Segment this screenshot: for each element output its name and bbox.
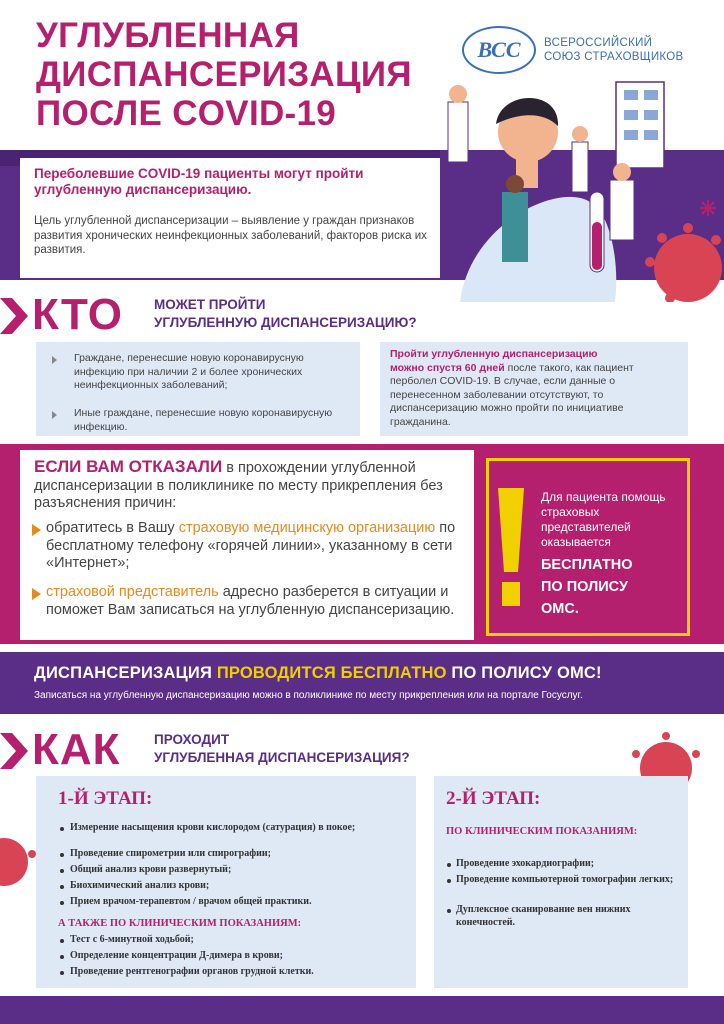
title-line-2: ДИСПАНСЕРИЗАЦИЯ (36, 55, 412, 94)
test-tube-blood (592, 222, 602, 270)
who-note-highlight-1: Пройти углубленную диспансеризацию (390, 348, 598, 360)
option-2-b: адресно разберется в ситуации и поможет Вам записаться на углубленную диспансеризацию. (46, 584, 455, 618)
who-item-2: Иные граждане, перенесшие новую коронавирусную инфекцию. (74, 407, 333, 433)
stage-1-item-3: Общий анализ крови развернутый; (70, 864, 232, 875)
small-virus-icon (700, 200, 716, 216)
doctor-far-right (610, 180, 634, 240)
who-note (390, 348, 680, 429)
bullet-dot-icon (60, 901, 64, 905)
logo-text (544, 36, 684, 64)
title-line-1: УГЛУБЛЕННАЯ (36, 16, 300, 55)
virus-icon (654, 234, 722, 302)
stage-2-item-2: Проведение компьютерной томографии легких; (456, 874, 674, 885)
warning-strong-3: ОМС. (541, 601, 579, 617)
intro-lead: Переболевшие COVID-19 пациенты могут пройти углубленную диспансеризацию. (34, 166, 364, 197)
option-arrow-icon (32, 588, 41, 600)
bullet-dot-icon (447, 863, 451, 867)
logo-line-1: ВСЕРОССИЙСКИЙ (544, 37, 653, 49)
kak-subtitle (154, 731, 534, 767)
stage-1-also: А ТАКЖЕ ПО КЛИНИЧЕСКИМ ПОКАЗАНИЯМ: (58, 918, 302, 929)
kto-heading: КТО (32, 290, 123, 339)
kak-heading: КАК (32, 725, 121, 774)
stage-2-item-3: Дуплексное сканирование вен нижних конечностей. (456, 904, 631, 928)
bullet-arrow-icon (52, 411, 57, 419)
kak-subtitle-1: ПРОХОДИТ (154, 732, 230, 747)
refusal-text: в прохождении углубленной диспансеризации в поликлинике по месту прикрепления без разъяснения причин: (34, 460, 443, 511)
doctor-left-head (449, 85, 467, 103)
bullet-dot-icon (60, 827, 64, 831)
kto-subtitle-1: МОЖЕТ ПРОЙТИ (154, 297, 266, 312)
exclamation-icon (496, 488, 526, 608)
who-item-1: Граждане, перенесшие новую коронавирусную инфекцию при наличии 2 и более хронических неинфекционных заболеваний; (74, 352, 304, 391)
bullet-dot-icon (60, 971, 64, 975)
stage-1-also-item-3: Проведение рентгенографии органов грудной клетки. (70, 966, 314, 977)
option-2-highlight: страховой представитель (46, 584, 219, 600)
who-note-highlight-2: можно спустя 60 дней (390, 361, 505, 374)
doctor-teal-head (506, 175, 524, 193)
stage-1-item-1: Измерение насыщения крови кислородом (сатурация) в покое; (70, 822, 356, 833)
logo-mark: ВСС (462, 26, 536, 74)
bullet-dot-icon (60, 885, 64, 889)
bullet-dot-icon (447, 879, 451, 883)
bullet-dot-icon (60, 869, 64, 873)
free-note: Записаться на углубленную диспансеризацию можно в поликлинике по месту прикрепления или на портале Госуслуг. (34, 690, 583, 701)
bullet-dot-icon (60, 955, 64, 959)
stage-1-item-5: Прием врачом-терапевтом / врачом общей практики. (70, 896, 312, 907)
who-note-rest: после такого, как пациент перболел COVID-19. В случае, если данные о перенесенном заболевании отсутствуют, то диспансеризацию можно пройти по инициативе гражданина. (390, 361, 634, 428)
warning-strong (541, 554, 681, 620)
kto-arrow-icon (0, 298, 28, 334)
kto-subtitle-2: УГЛУБЛЕННУЮ ДИСПАНСЕРИЗАЦИЮ? (154, 315, 417, 330)
title-line-3: ПОСЛЕ COVID-19 (36, 94, 337, 133)
page-title (36, 16, 456, 133)
kak-subtitle-2: УГЛУБЛЕННАЯ ДИСПАНСЕРИЗАЦИЯ? (154, 750, 410, 765)
doctor-teal (502, 192, 528, 262)
doctor-right (572, 142, 588, 192)
free-band (0, 652, 724, 714)
doctors-illustration (440, 72, 724, 302)
option-1-highlight: страховую медицинскую организацию (178, 520, 436, 536)
option-1-a: обратитесь в Вашу (46, 520, 179, 536)
stage-1-item-4: Биохимический анализ крови; (70, 880, 210, 891)
bullet-dot-icon (60, 939, 64, 943)
stage-2-caption: ПО КЛИНИЧЕСКИМ ПОКАЗАНИЯМ: (446, 826, 638, 837)
free-heading (34, 664, 602, 683)
option-arrow-icon (32, 524, 41, 536)
refusal-option-2 (46, 584, 472, 619)
warning-strong-1: БЕСПЛАТНО (541, 557, 633, 573)
doctor-right-head (572, 126, 588, 142)
doctor-far-right-head (613, 163, 631, 181)
bullet-dot-icon (447, 909, 451, 913)
stage-2-title: 2-Й ЭТАП: (446, 788, 541, 809)
intro-text: Цель углубленной диспансеризации – выявление у граждан признаков развития хронических неинфекционных заболеваний, факторов риска их развития. (34, 215, 427, 256)
logo-line-2: СОЮЗ СТРАХОВЩИКОВ (544, 51, 684, 63)
refusal-option-1 (46, 520, 472, 573)
stage-2-item-1: Проведение эхокардиографии; (456, 858, 595, 869)
virus-icon (0, 830, 40, 894)
stage-1-also-item-2: Определение концентрации Д-димера в крови; (70, 950, 283, 961)
refusal-big: ЕСЛИ ВАМ ОТКАЗАЛИ (34, 457, 223, 476)
kto-subtitle (154, 296, 514, 332)
stage-1-item-2: Проведение спирометрии или спирографии; (70, 848, 271, 859)
logo (462, 26, 684, 74)
doctor-left (448, 102, 468, 162)
free-part-1: ДИСПАНСЕРИЗАЦИЯ (34, 664, 217, 682)
warning-strong-2: ПО ПОЛИСУ (541, 579, 628, 595)
refusal-heading (34, 458, 474, 513)
stage-1-title: 1-Й ЭТАП: (58, 788, 153, 809)
option-1-b: по бесплатному телефону «горячей линии», указанному в сети «Интернет»; (46, 520, 456, 571)
bullet-arrow-icon (52, 356, 57, 364)
warning-text: Для пациента помощь страховых представителей оказывается (541, 490, 666, 549)
kak-arrow-icon (0, 733, 28, 769)
free-part-2: ПРОВОДИТСЯ БЕСПЛАТНО (216, 664, 447, 682)
free-part-3: ПО ПОЛИСУ ОМС! (446, 664, 602, 682)
stage-1-also-item-1: Тест с 6-минутной ходьбой; (70, 934, 194, 945)
footer-band (0, 996, 724, 1024)
bullet-dot-icon (60, 853, 64, 857)
